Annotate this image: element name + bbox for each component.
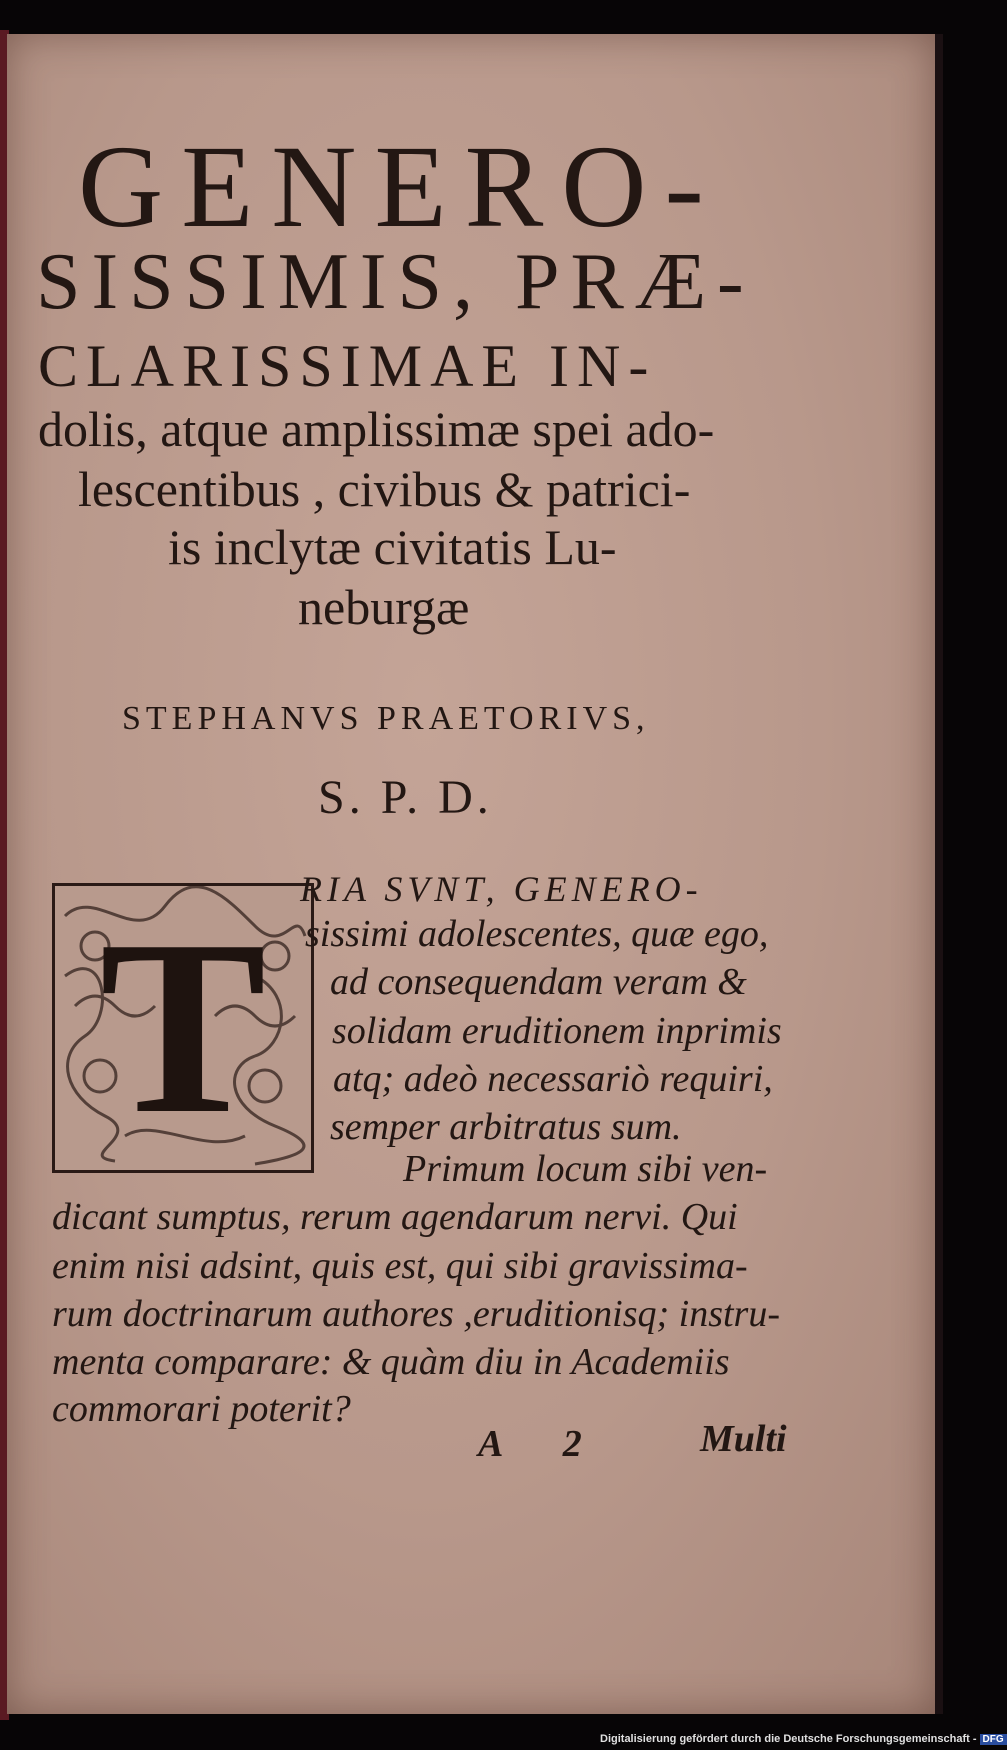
body-line-5: atq; adeò necessariò requiri, bbox=[333, 1058, 773, 1100]
body-line-9: enim nisi adsint, quis est, qui sibi gravissima- bbox=[52, 1245, 748, 1287]
title-line-2: SISSIMIS, PRÆ- bbox=[36, 238, 755, 326]
title-line-4: dolis, atque amplissimæ spei ado- bbox=[38, 401, 715, 457]
title-line-5: lescentibus , civibus & patrici- bbox=[78, 461, 691, 517]
dfg-logo: DFG bbox=[980, 1734, 1007, 1745]
body-line-6: semper arbitratus sum. bbox=[330, 1106, 682, 1148]
author-line: STEPHANVS PRAETORIVS, bbox=[122, 700, 650, 737]
salutation: S. P. D. bbox=[318, 771, 493, 824]
initial-letter: T bbox=[99, 889, 267, 1166]
credit-text: Digitalisierung gefördert durch die Deutsche Forschungsgemeinschaft - bbox=[600, 1733, 977, 1745]
body-line-3: ad consequendam veram & bbox=[330, 961, 747, 1003]
body-line-4: solidam eruditionem inprimis bbox=[332, 1010, 782, 1052]
body-line-8: dicant sumptus, rerum agendarum nervi. Qui bbox=[52, 1196, 738, 1238]
title-line-6: is inclytæ civitatis Lu- bbox=[168, 519, 617, 575]
body-line-11: menta comparare: & quàm diu in Academiis bbox=[52, 1341, 730, 1383]
body-line-10: rum doctrinarum authores ,eruditionisq; instru- bbox=[52, 1293, 780, 1335]
title-line-3: CLARISSIMAE IN- bbox=[38, 333, 657, 399]
title-line-7: neburgæ bbox=[298, 579, 470, 635]
body-line-1: RIA SVNT, GENERO- bbox=[300, 869, 703, 909]
body-line-7: Primum locum sibi ven- bbox=[403, 1148, 768, 1190]
title-line-1: GENERO- bbox=[78, 121, 722, 252]
body-line-12: commorari poterit? bbox=[52, 1388, 351, 1430]
signature-mark: A 2 bbox=[478, 1423, 608, 1465]
digitization-credit bbox=[600, 1733, 1007, 1745]
catchword: Multi bbox=[700, 1418, 787, 1460]
decorated-initial bbox=[52, 883, 314, 1173]
body-line-2: sissimi adolescentes, quæ ego, bbox=[305, 913, 769, 955]
page-right-shadow bbox=[935, 34, 943, 1714]
